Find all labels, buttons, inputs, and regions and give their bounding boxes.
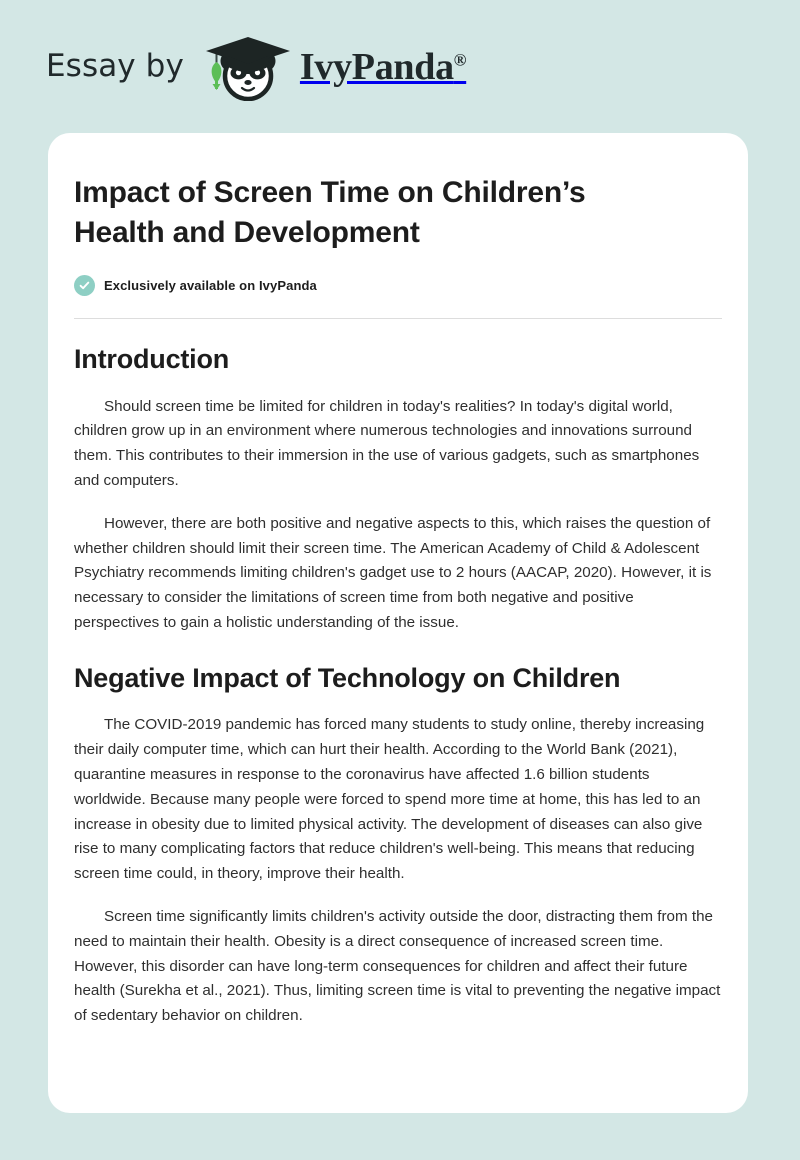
brand-header (0, 0, 800, 133)
page-title: Impact of Screen Time on Children’s Health and Development (74, 176, 586, 249)
body-paragraph: Should screen time be limited for children in today's realities? In today's digital world, children grow up in an environment where numerous technologies and innovations surround them. This contributes to their immersion in the use of various gadgets, such as smartphones and computers. (74, 397, 700, 489)
body-paragraph: Screen time significantly limits children's activity outside the door, distracting them from the need to maintain their health. Obesity is a direct consequence of increased screen time. However, this disorder can have long-term consequences for children and affect their future health (Surekha et al., 2021). Thus, limiting screen time is vital to preventing the negative impact of sedentary behavior on children. (74, 908, 721, 1025)
section-heading-negative-impact: Negative Impact of Technology on Children (74, 662, 621, 693)
brand-name-text: IvyPanda (299, 45, 454, 88)
title-divider (74, 318, 722, 319)
body-paragraph: The COVID-2019 pandemic has forced many students to study online, thereby increasing their daily computer time, which can hurt their health. According to the World Bank (2021), quarantine measures in response to the coronavirus have affected 1.6 billion students worldwide. Because many people were forced to spend more time at home, this has led to an increase in obesity due to limited physical activity. The development of diseases can also give rise to many complicating factors that reduce children's well-being. This means that reducing screen time could, in theory, improve their health. (74, 716, 705, 883)
status-badge (74, 275, 722, 296)
status-badge-label: Exclusively available on IvyPanda (104, 277, 317, 293)
essay-paper-card (48, 133, 748, 1113)
ivypanda-wordmark (299, 45, 467, 88)
body-paragraph: However, there are both positive and negative aspects to this, which raises the question of whether children should limit their screen time. The American Academy of Child & Adolescent Psychiatry recommends limiting children's gadget use to 2 hours (AACAP, 2020). However, it is necessary to consider the limitations of screen time from both negative and positive perspectives to gain a holistic understanding of the issue. (74, 514, 712, 631)
panda-graduate-logo-icon (198, 33, 298, 101)
essay-by-label: Essay by (46, 48, 184, 84)
ivypanda-logo-link[interactable] (198, 33, 466, 101)
check-circle-icon (74, 275, 95, 296)
registered-trademark-mark: ® (453, 49, 467, 69)
section-heading-introduction: Introduction (74, 343, 230, 374)
